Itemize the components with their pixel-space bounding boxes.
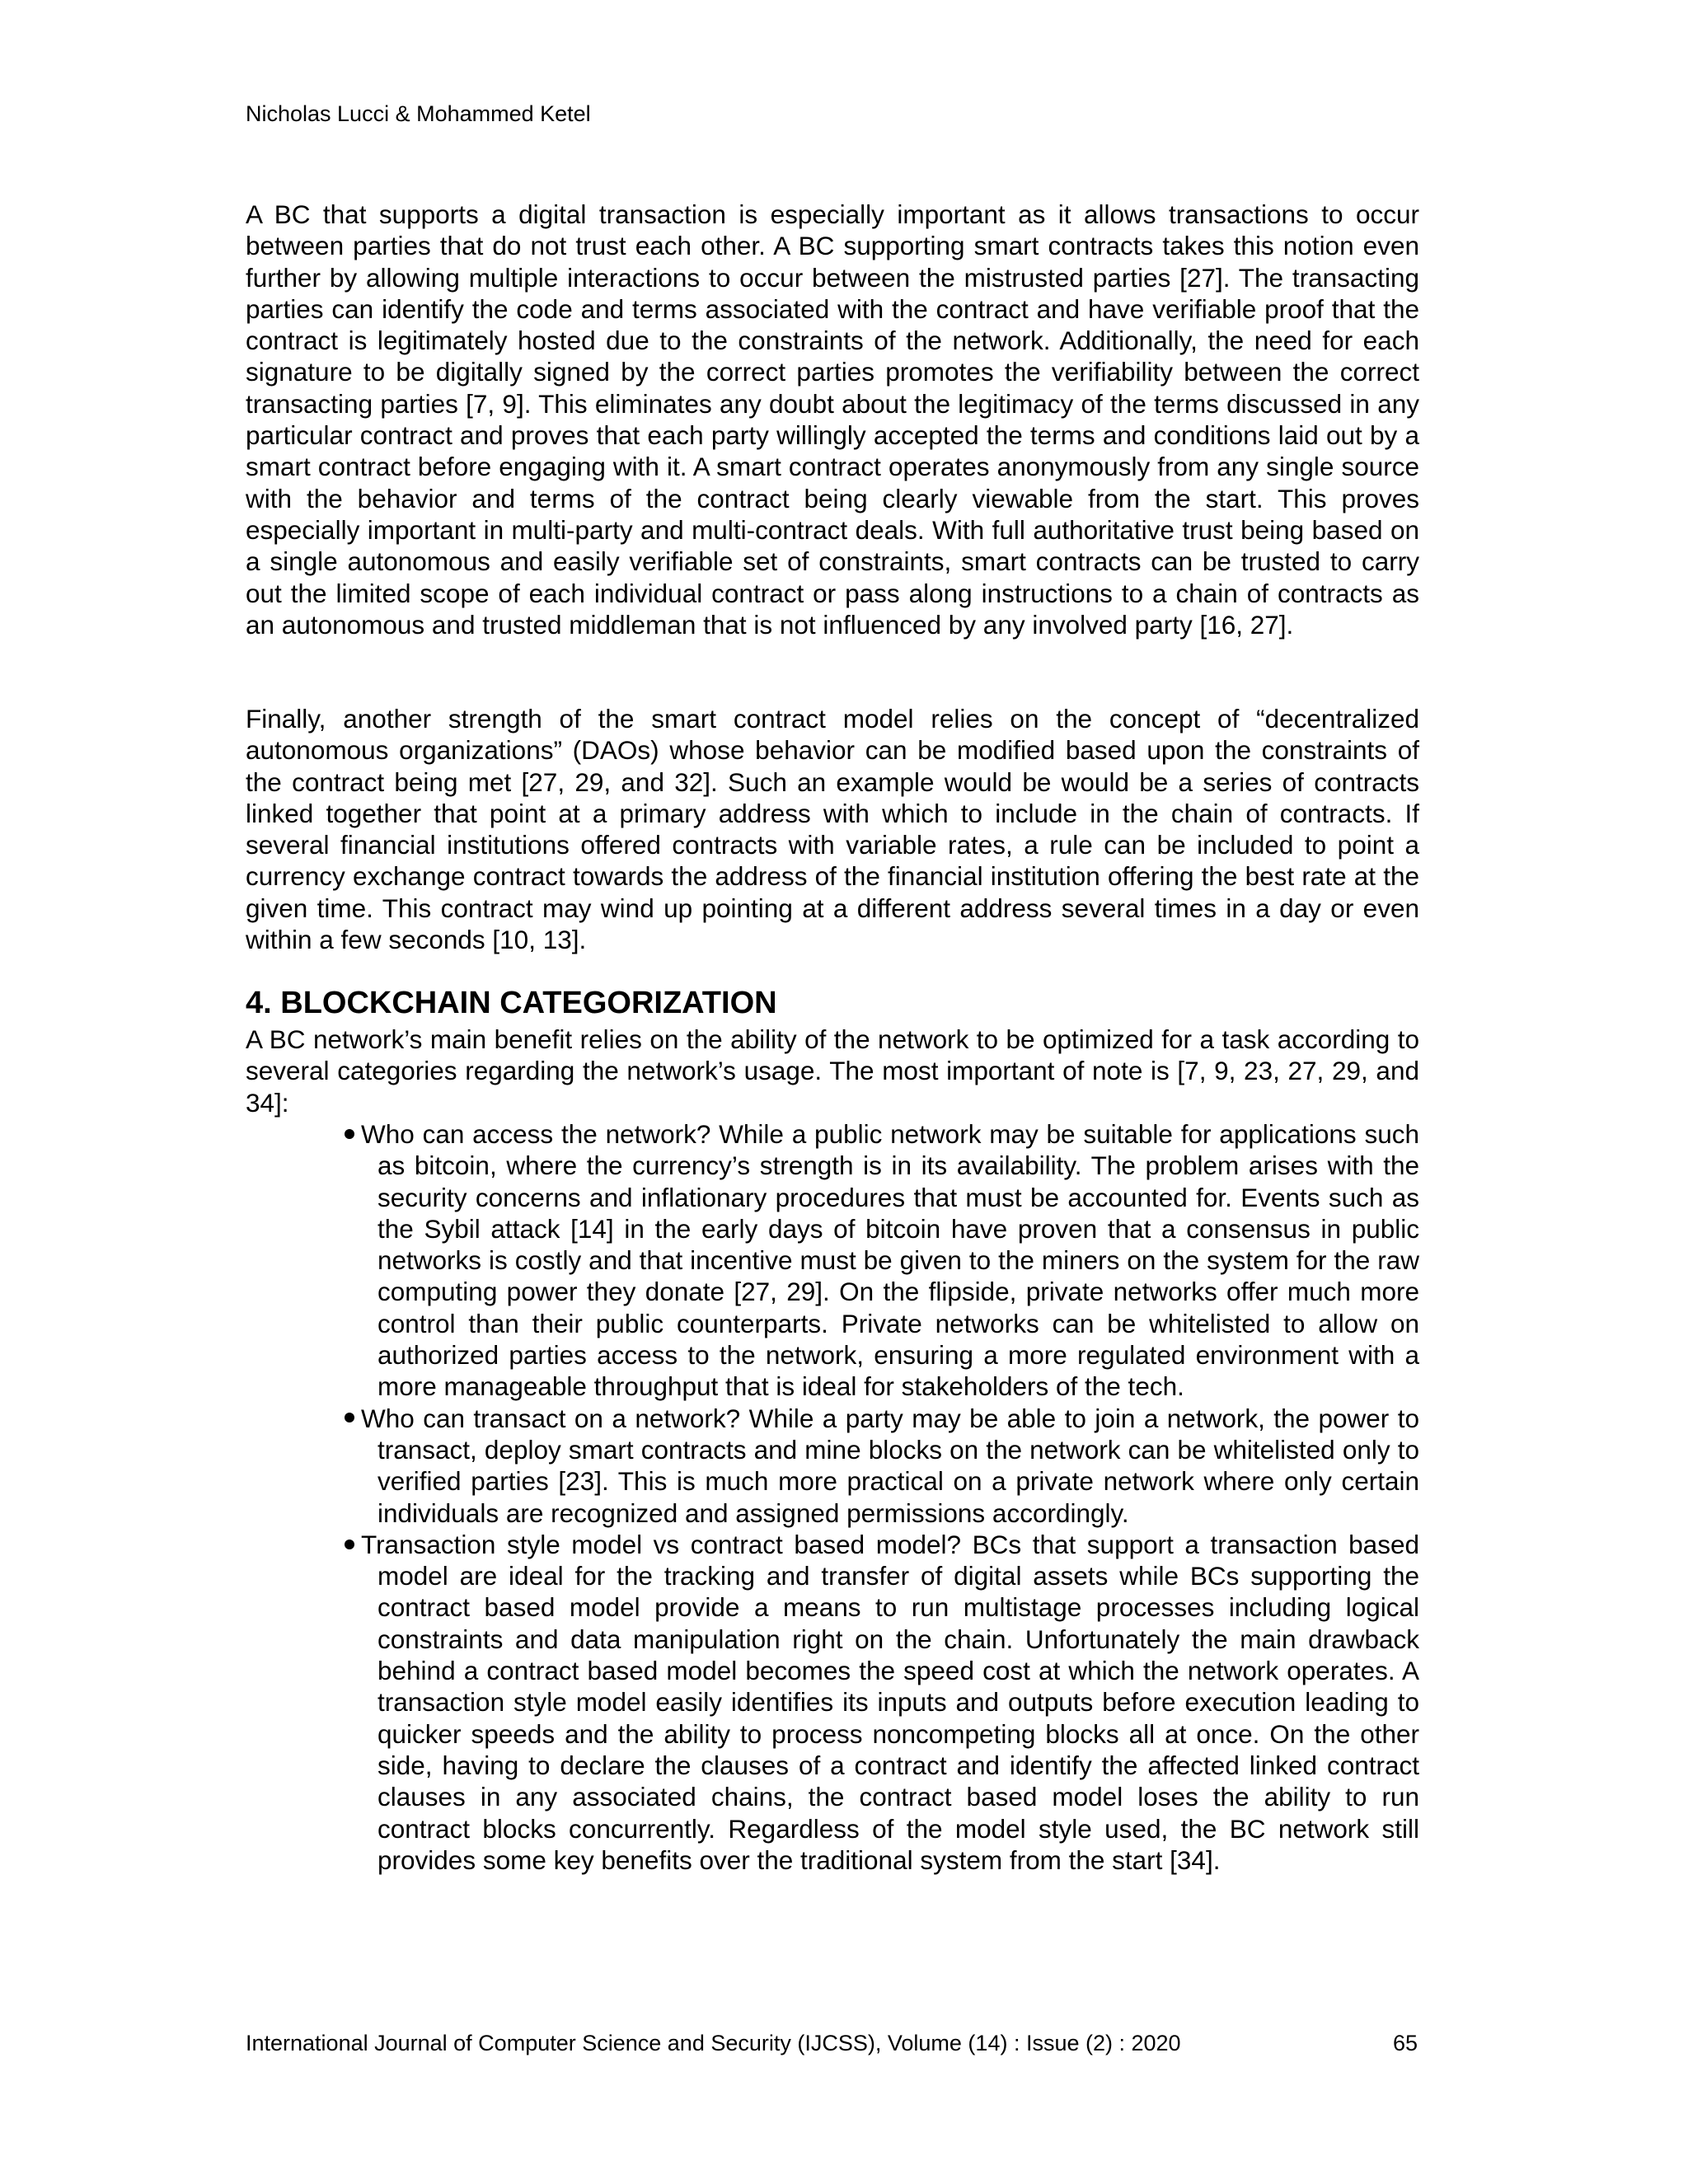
bullet-icon (345, 1413, 354, 1422)
bullet-icon (345, 1129, 354, 1139)
running-header-authors: Nicholas Lucci & Mohammed Ketel (246, 101, 591, 126)
list-item (328, 1529, 1419, 1876)
list-item (328, 1403, 1419, 1529)
bullet-icon (345, 1540, 354, 1549)
bullet-list (328, 1118, 1419, 1876)
body-paragraph-2: Finally, another strength of the smart contract model relies on the concept of “decentralized autonomous organizations” (DAOs) whose behavior can be modified based upon the constraints of the contract being met [27, 29, and 32]. Such an example would be would be a series of contracts linked together that point at a primary address with which to include in the chain of contracts. If several financial institutions offered contracts with variable rates, a rule can be included to point a currency exchange contract towards the address of the financial institution offering the best rate at the given time. This contract may wind up pointing at a different address several times in a day or even within a few seconds [10, 13]. (246, 704, 1419, 955)
list-item-text: Transaction style model vs contract based model? BCs that support a transaction based model are ideal for the tracking and transfer of digital assets while BCs supporting the contract based model provide a means to run multistage processes including logical constraints and data manipulation right on the chain. Unfortunately the main drawback behind a contract based model becomes the speed cost at which the network operates. A transaction style model easily identifies its inputs and outputs before execution leading to quicker speeds and the ability to process noncompeting blocks all at once. On the other side, having to declare the clauses of a contract and identify the affected linked contract clauses in any associated chains, the contract based model loses the ability to run contract blocks concurrently. Regardless of the model style used, the BC network still provides some key benefits over the traditional system from the start [34]. (361, 1529, 1419, 1875)
list-item (328, 1118, 1419, 1403)
body-paragraph-3: A BC network’s main benefit relies on the ability of the network to be optimized for a task according to several categories regarding the network’s usage. The most important of note is [7, 9, 23, 27, 29, and 34]: (246, 1024, 1419, 1118)
footer-page-number: 65 (1393, 2031, 1418, 2055)
body-paragraph-1: A BC that supports a digital transaction is especially important as it allows transactions to occur between parties that do not trust each other. A BC supporting smart contracts takes this notion even further by allowing multiple interactions to occur between the mistrusted parties [27]. The transacting parties can identify the code and terms associated with the contract and have verifiable proof that the contract is legitimately hosted due to the constraints of the network. Additionally, the need for each signature to be digitally signed by the correct parties promotes the verifiability between the correct transacting parties [7, 9]. This eliminates any doubt about the legitimacy of the terms discussed in any particular contract and proves that each party willingly accepted the terms and conditions laid out by a smart contract before engaging with it. A smart contract operates anonymously from any single source with the behavior and terms of the contract being clearly viewable from the start. This proves especially important in multi-party and multi-contract deals. With full authoritative trust being based on a single autonomous and easily verifiable set of constraints, smart contracts can be trusted to carry out the limited scope of each individual contract or pass along instructions to a chain of contracts as an autonomous and trusted middleman that is not influenced by any involved party [16, 27]. (246, 199, 1419, 640)
list-item-text: Who can transact on a network? While a party may be able to join a network, the power to transact, deploy smart contracts and mine blocks on the network can be whitelisted only to verified parties [23]. This is much more practical on a private network where only certain individuals are recognized and assigned permissions accordingly. (361, 1403, 1419, 1528)
section-heading: 4. BLOCKCHAIN CATEGORIZATION (246, 986, 777, 1020)
footer-journal-citation: International Journal of Computer Science and Security (IJCSS), Volume (14) : Issue (2) : 2020 (246, 2031, 1181, 2055)
list-item-text: Who can access the network? While a public network may be suitable for applications such as bitcoin, where the currency’s strength is in its availability. The problem arises with the security concerns and inflationary procedures that must be accounted for. Events such as the Sybil attack [14] in the early days of bitcoin have proven that a consensus in public networks is costly and that incentive must be given to the miners on the system for the raw computing power they donate [27, 29]. On the flipside, private networks offer much more control than their public counterparts. Private networks can be whitelisted to allow on authorized parties access to the network, ensuring a more regulated environment with a more manageable throughput that is ideal for stakeholders of the tech. (361, 1119, 1419, 1402)
